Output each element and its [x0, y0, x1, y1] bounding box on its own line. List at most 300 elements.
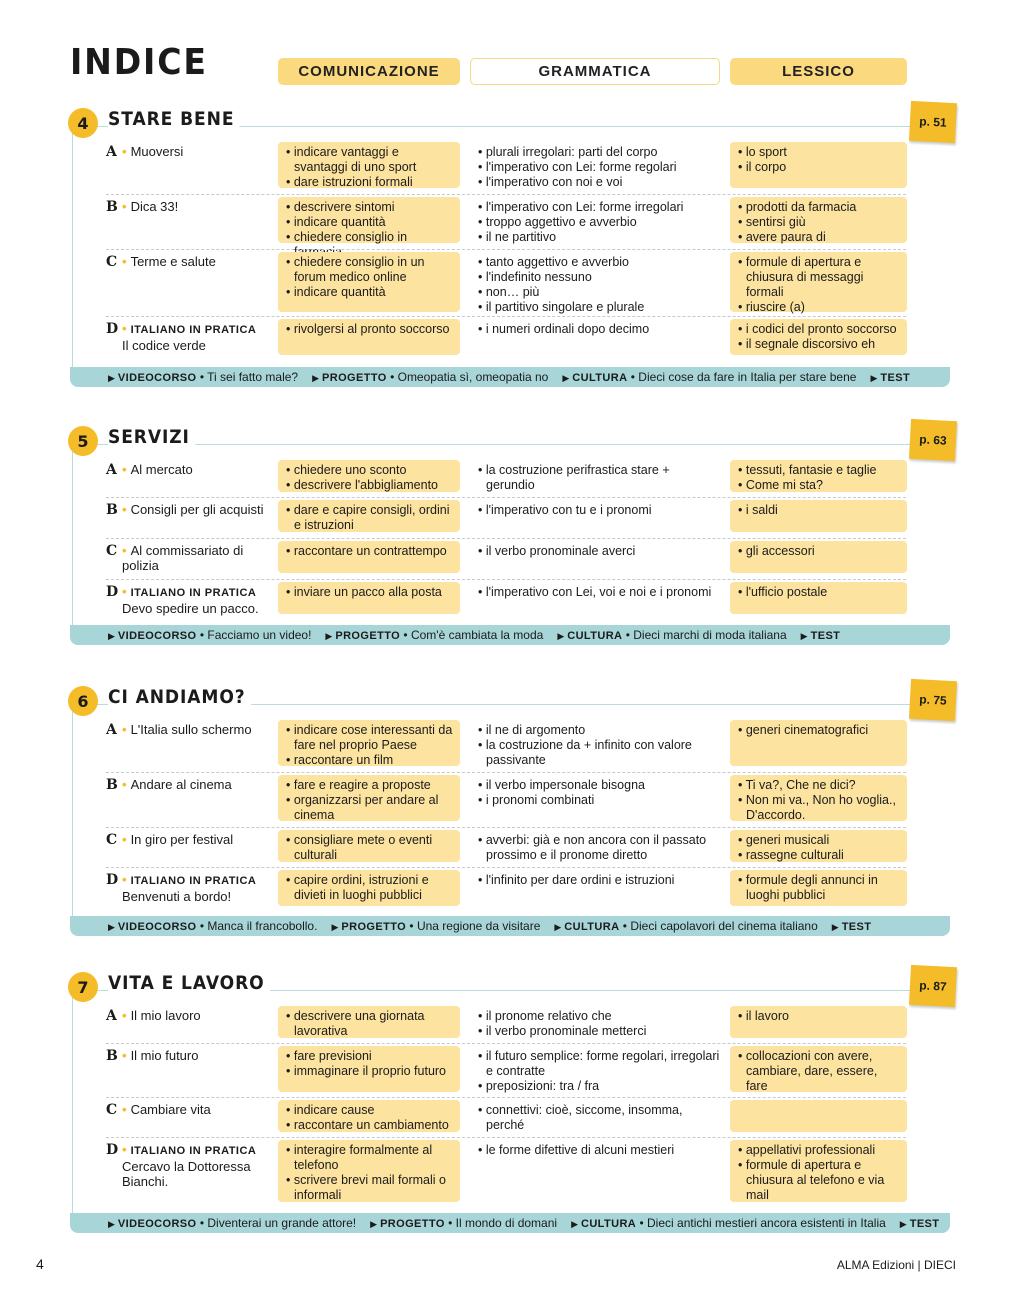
lesson-title[interactable] — [122, 254, 272, 269]
lesson-name: L'Italia sullo schermo — [130, 722, 252, 737]
lessico-cell — [730, 142, 907, 188]
grammatica-cell — [470, 720, 726, 766]
column-header-grammatica: GRAMMATICA — [470, 58, 720, 85]
lessico-item: • il corpo — [736, 160, 901, 175]
footer-item-videocorso[interactable] — [108, 628, 311, 642]
footer-item-cultura[interactable] — [554, 919, 817, 933]
lesson-letter: D — [106, 872, 119, 888]
lesson-letter: C — [106, 832, 118, 848]
comunicazione-item: • dare e capire consigli, ordini e istruzioni — [284, 503, 454, 533]
lesson-letter: C — [106, 1102, 118, 1118]
lessico-cell — [730, 1046, 907, 1092]
comunicazione-item: • interagire formalmente al telefono — [284, 1143, 454, 1173]
lesson-title[interactable] — [122, 321, 272, 353]
comunicazione-cell — [278, 830, 460, 862]
grammatica-item: • l'imperativo con Lei: forme irregolari — [476, 200, 720, 215]
footer-label: VIDEOCORSO — [117, 630, 197, 642]
comunicazione-item: • raccontare un cambiamento — [284, 1118, 454, 1133]
grammatica-item: • il verbo impersonale bisogna — [476, 778, 720, 793]
comunicazione-cell — [278, 319, 460, 355]
lessico-item: • collocazioni con avere, cambiare, dare, essere, fare — [736, 1049, 901, 1094]
lesson-title[interactable] — [122, 1142, 272, 1189]
grammatica-cell — [470, 1140, 726, 1202]
unit-footer-bar — [70, 916, 950, 936]
lessico-cell — [730, 720, 907, 766]
unit-page-tag[interactable]: p. 63 — [909, 419, 957, 461]
footer-label: TEST — [810, 630, 841, 642]
comunicazione-list — [284, 1103, 454, 1133]
bullet-icon: • — [122, 1008, 127, 1023]
lesson-letter: D — [106, 321, 119, 337]
lesson-title[interactable] — [122, 1008, 272, 1023]
unit-page-tag[interactable]: p. 87 — [909, 965, 957, 1007]
lesson-name: Consigli per gli acquisti — [130, 502, 264, 517]
lesson-row-a — [66, 720, 956, 768]
lessico-cell — [730, 1140, 907, 1202]
play-arrow-icon: ▶ — [899, 1219, 907, 1229]
comunicazione-cell — [278, 500, 460, 532]
lesson-name: Andare al cinema — [130, 777, 232, 792]
bullet-icon: • — [122, 254, 127, 269]
lessico-item: • i codici del pronto soccorso — [736, 322, 901, 337]
lessico-item: • Ti va?, Che ne dici? — [736, 778, 901, 793]
lesson-name: Il mio futuro — [130, 1048, 199, 1063]
lessico-cell — [730, 830, 907, 862]
lesson-name: Terme e salute — [130, 254, 216, 269]
lesson-title[interactable] — [122, 543, 272, 573]
comunicazione-item: • inviare un pacco alla posta — [284, 585, 454, 600]
grammatica-cell — [470, 775, 726, 821]
bullet-icon: • — [122, 462, 127, 477]
unit-5 — [66, 420, 956, 647]
footer-item-cultura[interactable] — [571, 1216, 886, 1230]
unit-6 — [66, 680, 956, 938]
footer-label: CULTURA — [580, 1218, 637, 1230]
grammatica-item: • l'imperativo con Lei, voi e noi e i pronomi — [476, 585, 720, 600]
lesson-letter: B — [106, 199, 118, 215]
lesson-name: Al mercato — [130, 462, 193, 477]
lesson-title[interactable] — [122, 722, 272, 737]
grammatica-item: • troppo aggettivo e avverbio — [476, 215, 720, 230]
grammatica-list — [476, 1103, 720, 1133]
unit-number-badge: 6 — [68, 686, 98, 716]
comunicazione-item: • consigliare mete o eventi culturali — [284, 833, 454, 863]
lesson-title[interactable] — [122, 462, 272, 477]
lesson-title[interactable] — [122, 144, 272, 159]
footer-label: PROGETTO — [341, 921, 407, 933]
unit-header-rule — [72, 444, 942, 445]
lesson-row-a — [66, 460, 956, 494]
play-arrow-icon: ▶ — [108, 373, 115, 383]
grammatica-list — [476, 1009, 720, 1039]
footer-item-progetto[interactable] — [331, 919, 540, 933]
grammatica-item: • il partitivo singolare e plurale — [476, 300, 720, 315]
lessico-list — [736, 1009, 901, 1024]
footer-label: VIDEOCORSO — [117, 1218, 197, 1230]
grammatica-item: • le forme difettive di alcuni mestieri — [476, 1143, 720, 1158]
lesson-row-c — [66, 541, 956, 575]
lessico-item: • rassegne culturali — [736, 848, 901, 863]
grammatica-item: • plurali irregolari: parti del corpo — [476, 145, 720, 160]
lessico-item: • generi cinematografici — [736, 723, 901, 738]
lesson-name: Devo spedire un pacco. — [122, 601, 259, 616]
footer-text: • Dieci antichi mestieri ancora esistenti in Italia — [636, 1216, 886, 1230]
comunicazione-list — [284, 585, 454, 600]
grammatica-cell — [470, 197, 726, 243]
row-divider — [106, 579, 906, 580]
row-divider — [106, 1043, 906, 1044]
lessico-cell — [730, 319, 907, 355]
footer-label: CULTURA — [564, 921, 620, 933]
lessico-item: • formule degli annunci in luoghi pubblici — [736, 873, 901, 903]
lesson-name: Al commissariato di polizia — [122, 543, 244, 573]
lesson-letter: C — [106, 543, 118, 559]
grammatica-item: • l'imperativo con noi e voi — [476, 175, 720, 190]
lesson-title[interactable] — [122, 832, 272, 847]
bullet-icon: • — [122, 144, 127, 159]
footer-text: • Omeopatia sì, omeopatia no — [386, 370, 549, 384]
footer-text: • Com'è cambiata la moda — [400, 628, 544, 642]
lesson-letter: B — [106, 502, 118, 518]
lesson-title[interactable] — [122, 1048, 272, 1063]
lesson-letter: B — [106, 1048, 118, 1064]
comunicazione-item: • raccontare un contrattempo — [284, 544, 454, 559]
footer-label: PROGETTO — [380, 1218, 445, 1230]
grammatica-cell — [470, 460, 726, 492]
row-divider — [106, 1097, 906, 1098]
comunicazione-item: • raccontare un film — [284, 753, 454, 768]
grammatica-cell — [470, 1006, 726, 1038]
lesson-title[interactable] — [122, 1102, 272, 1117]
grammatica-list — [476, 544, 720, 559]
play-arrow-icon: ▶ — [870, 373, 878, 383]
bullet-icon: • — [122, 832, 127, 847]
lessico-item: • il lavoro — [736, 1009, 901, 1024]
footer-item-test[interactable] — [832, 919, 872, 933]
lessico-list — [736, 200, 901, 245]
footer-label: CULTURA — [572, 372, 628, 384]
lesson-row-c — [66, 830, 956, 864]
unit-4 — [66, 102, 956, 389]
comunicazione-cell — [278, 1100, 460, 1132]
lesson-name: In giro per festival — [130, 832, 234, 847]
lessico-cell — [730, 775, 907, 821]
footer-item-progetto[interactable] — [312, 370, 548, 384]
comunicazione-item: • descrivere una giornata lavorativa — [284, 1009, 454, 1039]
lesson-row-b — [66, 500, 956, 534]
lessico-list — [736, 255, 901, 315]
bullet-icon: • — [122, 1048, 127, 1063]
grammatica-cell — [470, 830, 726, 862]
lesson-title[interactable] — [122, 584, 272, 616]
lesson-prefix: ITALIANO IN PRATICA — [130, 875, 257, 887]
lessico-item: • appellativi professionali — [736, 1143, 901, 1158]
play-arrow-icon: ▶ — [370, 1219, 378, 1229]
bullet-icon: • — [122, 199, 127, 214]
lessico-list — [736, 778, 901, 823]
comunicazione-item: • indicare quantità — [284, 215, 454, 230]
lesson-row-d — [66, 870, 956, 908]
comunicazione-item: • chiedere uno sconto — [284, 463, 454, 478]
lessico-list — [736, 585, 901, 600]
unit-page-tag[interactable]: p. 51 — [909, 101, 957, 143]
lessico-item: • sentirsi giù — [736, 215, 901, 230]
lesson-row-a — [66, 1006, 956, 1040]
lessico-cell — [730, 541, 907, 573]
play-arrow-icon: ▶ — [108, 631, 115, 641]
comunicazione-item: • chiedere consiglio in — [284, 230, 454, 260]
lesson-row-c — [66, 1100, 956, 1134]
unit-title: STARE BENE — [108, 108, 240, 130]
footer-item-cultura[interactable] — [562, 370, 856, 384]
lessico-item: • tessuti, fantasie e taglie — [736, 463, 901, 478]
comunicazione-item: • descrivere sintomi — [284, 200, 454, 215]
comunicazione-item: • immaginare il proprio futuro — [284, 1064, 454, 1079]
play-arrow-icon: ▶ — [571, 1219, 578, 1229]
footer-text: • Diventerai un grande attore! — [196, 1216, 357, 1230]
grammatica-list — [476, 503, 720, 518]
footer-item-test[interactable] — [801, 628, 841, 642]
footer-label: TEST — [880, 372, 911, 384]
row-divider — [106, 538, 906, 539]
grammatica-item: • l'indefinito nessuno — [476, 270, 720, 285]
grammatica-cell — [470, 1046, 726, 1092]
unit-number-badge: 5 — [68, 426, 98, 456]
footer-item-progetto[interactable] — [370, 1216, 557, 1230]
unit-footer-bar — [70, 367, 950, 387]
comunicazione-cell — [278, 775, 460, 821]
lesson-prefix: ITALIANO IN PRATICA — [130, 324, 257, 336]
comunicazione-list — [284, 1143, 454, 1203]
lessico-cell — [730, 197, 907, 243]
bullet-icon: • — [122, 321, 127, 336]
grammatica-item: • tanto aggettivo e avverbio — [476, 255, 720, 270]
column-header-lessico: LESSICO — [730, 58, 907, 85]
grammatica-cell — [470, 319, 726, 355]
grammatica-item: • preposizioni: tra / fra — [476, 1079, 720, 1094]
grammatica-cell — [470, 1100, 726, 1132]
footer-text: • Manca il francobollo. — [196, 919, 318, 933]
lessico-item: • l'ufficio postale — [736, 585, 901, 600]
lesson-title[interactable] — [122, 777, 272, 792]
lesson-name: Dica 33! — [130, 199, 179, 214]
lessico-item: • formule di apertura e chiusura di messaggi formali — [736, 255, 901, 300]
play-arrow-icon: ▶ — [800, 631, 808, 641]
comunicazione-list — [284, 778, 454, 823]
unit-title: CI ANDIAMO? — [108, 686, 251, 708]
grammatica-cell — [470, 142, 726, 188]
bullet-icon: • — [122, 722, 127, 737]
footer-label: TEST — [909, 1218, 940, 1230]
lessico-cell — [730, 460, 907, 492]
bullet-icon: • — [122, 502, 127, 517]
grammatica-cell — [470, 252, 726, 312]
footer-text: • Facciamo un video! — [196, 628, 312, 642]
lessico-list — [736, 145, 901, 175]
comunicazione-cell — [278, 142, 460, 188]
comunicazione-item: • chiedere consiglio in un forum medico online — [284, 255, 454, 285]
lessico-list — [736, 1143, 901, 1203]
comunicazione-list — [284, 463, 454, 493]
footer-text: • Dieci capolavori del cinema italiano — [619, 919, 818, 933]
comunicazione-list — [284, 544, 454, 559]
grammatica-item: • il verbo pronominale averci — [476, 544, 720, 559]
lesson-letter: C — [106, 254, 118, 270]
lessico-cell — [730, 582, 907, 614]
grammatica-list — [476, 1143, 720, 1158]
footer-item-videocorso[interactable] — [108, 370, 298, 384]
lesson-name: Muoversi — [130, 144, 184, 159]
lessico-item: • riuscire (a) — [736, 300, 901, 315]
footer-item-progetto[interactable] — [325, 628, 543, 642]
lessico-list — [736, 1049, 901, 1094]
lesson-row-d — [66, 1140, 956, 1204]
comunicazione-cell — [278, 870, 460, 906]
footer-label: PROGETTO — [322, 372, 387, 384]
footer-item-videocorso[interactable] — [108, 1216, 356, 1230]
play-arrow-icon: ▶ — [557, 631, 565, 641]
unit-number-badge: 7 — [68, 972, 98, 1002]
row-divider — [106, 1137, 906, 1138]
row-divider — [106, 316, 906, 317]
grammatica-list — [476, 585, 720, 600]
unit-footer-bar — [70, 625, 950, 645]
lessico-item: • prodotti da farmacia — [736, 200, 901, 215]
grammatica-item: • l'imperativo con Lei: forme regolari — [476, 160, 720, 175]
lessico-list — [736, 544, 901, 559]
comunicazione-list — [284, 833, 454, 863]
unit-7 — [66, 966, 956, 1235]
footer-text: • Ti sei fatto male? — [196, 370, 299, 384]
grammatica-cell — [470, 500, 726, 532]
comunicazione-cell — [278, 1140, 460, 1202]
grammatica-item: • la costruzione da + infinito con valore passivante — [476, 738, 720, 768]
comunicazione-cell — [278, 1006, 460, 1038]
grammatica-item: • il verbo pronominale metterci — [476, 1024, 720, 1039]
comunicazione-list — [284, 1009, 454, 1039]
grammatica-item: • l'infinito per dare ordini e istruzioni — [476, 873, 720, 888]
lesson-prefix: ITALIANO IN PRATICA — [130, 587, 257, 599]
row-divider — [106, 249, 906, 250]
footer-item-cultura[interactable] — [557, 628, 786, 642]
comunicazione-item: • fare previsioni — [284, 1049, 454, 1064]
comunicazione-item: • indicare vantaggi e svantaggi di uno sport — [284, 145, 454, 175]
lesson-title[interactable] — [122, 872, 272, 904]
play-arrow-icon: ▶ — [108, 1219, 115, 1229]
play-arrow-icon: ▶ — [331, 922, 339, 932]
grammatica-item: • i pronomi combinati — [476, 793, 720, 808]
grammatica-item: • l'imperativo con tu e i pronomi — [476, 503, 720, 518]
footer-item-videocorso[interactable] — [108, 919, 317, 933]
grammatica-item: • la costruzione perifrastica stare + gerundio — [476, 463, 720, 493]
page-number: 4 — [36, 1256, 44, 1272]
lesson-letter: B — [106, 777, 118, 793]
footer-label: VIDEOCORSO — [117, 372, 197, 384]
row-divider — [106, 867, 906, 868]
lessico-cell — [730, 252, 907, 312]
unit-footer-bar — [70, 1213, 950, 1233]
bullet-icon: • — [122, 1142, 127, 1157]
lessico-item: • generi musicali — [736, 833, 901, 848]
comunicazione-list — [284, 322, 454, 337]
comunicazione-item: • fare e reagire a proposte — [284, 778, 454, 793]
lesson-name: Il mio lavoro — [130, 1008, 201, 1023]
row-divider — [106, 194, 906, 195]
footer-label: VIDEOCORSO — [117, 921, 197, 933]
comunicazione-cell — [278, 252, 460, 312]
comunicazione-cell — [278, 541, 460, 573]
grammatica-list — [476, 145, 720, 190]
lesson-name: Il codice verde — [122, 338, 206, 353]
play-arrow-icon: ▶ — [554, 922, 562, 932]
lessico-list — [736, 833, 901, 863]
lessico-item: • gli accessori — [736, 544, 901, 559]
unit-title: SERVIZI — [108, 426, 195, 448]
comunicazione-list — [284, 873, 454, 903]
lessico-cell — [730, 500, 907, 532]
grammatica-list — [476, 463, 720, 493]
unit-page-tag[interactable]: p. 75 — [909, 679, 957, 721]
bullet-icon: • — [122, 872, 127, 887]
lesson-title[interactable] — [122, 199, 272, 214]
lesson-letter: A — [106, 722, 117, 738]
comunicazione-cell — [278, 197, 460, 243]
lesson-title[interactable] — [122, 502, 272, 517]
bullet-icon: • — [122, 584, 127, 599]
footer-text: • Il mondo di domani — [444, 1216, 558, 1230]
lessico-item: • formule di apertura e chiusura al telefono e via mail — [736, 1158, 901, 1203]
play-arrow-icon: ▶ — [312, 373, 319, 383]
grammatica-list — [476, 1049, 720, 1094]
footer-item-test[interactable] — [900, 1216, 940, 1230]
play-arrow-icon: ▶ — [325, 631, 333, 641]
lessico-cell — [730, 1100, 907, 1132]
lessico-list — [736, 503, 901, 518]
lesson-name: Cambiare vita — [130, 1102, 211, 1117]
lessico-list — [736, 322, 901, 352]
comunicazione-cell — [278, 460, 460, 492]
lesson-row-a — [66, 142, 956, 190]
comunicazione-cell — [278, 582, 460, 614]
bullet-icon: • — [122, 1102, 127, 1117]
lesson-row-b — [66, 1046, 956, 1094]
row-divider — [106, 772, 906, 773]
footer-label: CULTURA — [567, 630, 623, 642]
lessico-list — [736, 463, 901, 493]
grammatica-list — [476, 723, 720, 768]
footer-text: • Dieci marchi di moda italiana — [622, 628, 787, 642]
footer-item-test[interactable] — [870, 370, 910, 384]
lesson-row-d — [66, 319, 956, 357]
comunicazione-item: • indicare cose interessanti da fare nel proprio Paese — [284, 723, 454, 753]
grammatica-item: • non… più — [476, 285, 720, 300]
lesson-row-b — [66, 775, 956, 823]
grammatica-cell — [470, 870, 726, 906]
comunicazione-item: • indicare quantità — [284, 285, 454, 300]
comunicazione-item: • rivolgersi al pronto soccorso — [284, 322, 454, 337]
footer-label: PROGETTO — [335, 630, 401, 642]
comunicazione-list — [284, 503, 454, 533]
comunicazione-list — [284, 145, 454, 190]
comunicazione-item: • descrivere l'abbigliamento — [284, 478, 454, 493]
lessico-list — [736, 723, 901, 738]
play-arrow-icon: ▶ — [831, 922, 839, 932]
grammatica-item: • avverbi: già e non ancora con il passato prossimo e il pronome diretto — [476, 833, 720, 863]
footer-text: • Una regione da visitare — [406, 919, 541, 933]
lesson-letter: A — [106, 1008, 117, 1024]
row-divider — [106, 827, 906, 828]
lesson-row-c — [66, 252, 956, 314]
